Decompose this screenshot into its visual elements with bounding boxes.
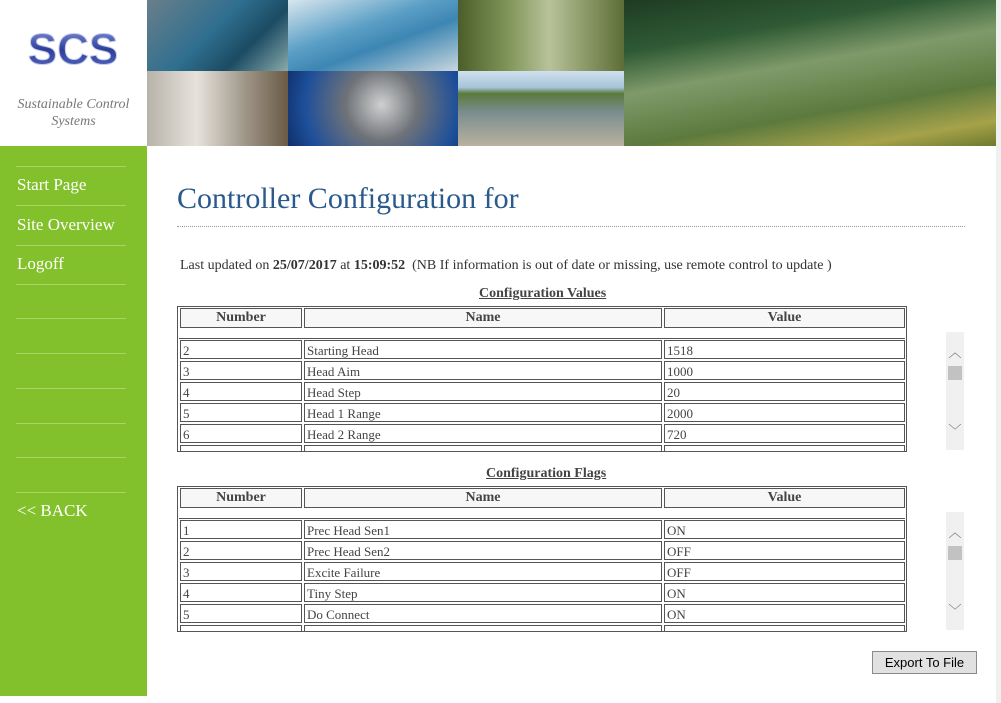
row-value: 2000 <box>664 403 905 422</box>
banner-photo-fish-pass <box>458 0 624 71</box>
row-name: Head Aim <box>304 361 662 380</box>
scroll-thumb[interactable] <box>948 546 962 560</box>
row-value <box>664 625 905 631</box>
row-value: OFF <box>664 562 905 581</box>
nav-divider <box>16 492 126 493</box>
export-to-file-button[interactable]: Export To File <box>872 651 977 674</box>
column-header-name: Name <box>304 488 662 508</box>
row-value: ON <box>664 583 905 602</box>
table-spacer-row <box>179 333 905 339</box>
config-flags-scrollbar[interactable] <box>946 512 964 630</box>
column-header-value: Value <box>664 488 905 508</box>
banner-photo-control-panel <box>147 71 288 146</box>
row-number <box>180 445 302 451</box>
column-header-name: Name <box>304 308 662 328</box>
title-divider <box>177 226 965 227</box>
last-updated-at: at <box>340 258 351 273</box>
nav-divider <box>16 353 126 354</box>
last-updated-line <box>180 258 832 274</box>
column-header-number: Number <box>180 308 302 328</box>
row-name: Prec Head Sen1 <box>304 520 662 539</box>
scroll-down-icon[interactable]: ﹀ <box>948 604 962 619</box>
scs-logo <box>18 24 128 70</box>
scroll-up-icon[interactable]: ︿ <box>948 346 962 361</box>
row-value: 1000 <box>664 361 905 380</box>
row-value: ON <box>664 520 905 539</box>
row-name <box>304 445 662 451</box>
banner-photo-gates <box>288 0 458 71</box>
row-number: 2 <box>180 340 302 359</box>
row-name: Do Connect <box>304 604 662 623</box>
row-number: 4 <box>180 583 302 602</box>
last-updated-time: 15:09:52 <box>353 258 406 273</box>
last-updated-date: 25/07/2017 <box>272 258 337 273</box>
config-values-scrollbar[interactable] <box>946 332 964 450</box>
scroll-up-icon[interactable]: ︿ <box>948 526 962 541</box>
config-flags-caption: Configuration Flags <box>486 466 607 481</box>
row-value: 20 <box>664 382 905 401</box>
row-value: 720 <box>664 424 905 443</box>
config-values-table <box>177 306 907 452</box>
banner-photo-weir <box>458 71 624 146</box>
row-value: OFF <box>664 541 905 560</box>
row-name: Excite Failure <box>304 562 662 581</box>
row-number <box>180 625 302 631</box>
nav-divider <box>16 318 126 319</box>
row-value <box>664 445 905 451</box>
row-name: Head 2 Range <box>304 424 662 443</box>
row-name <box>304 625 662 631</box>
row-number: 1 <box>180 520 302 539</box>
logo-lettering: SCS <box>27 25 119 70</box>
nav-start-page[interactable]: Start Page <box>17 175 87 194</box>
row-number: 3 <box>180 562 302 581</box>
row-number: 5 <box>180 604 302 623</box>
nav-site-overview[interactable]: Site Overview <box>17 215 115 234</box>
row-name: Head 1 Range <box>304 403 662 422</box>
row-number: 4 <box>180 382 302 401</box>
row-name: Prec Head Sen2 <box>304 541 662 560</box>
scroll-down-icon[interactable]: ﹀ <box>948 424 962 439</box>
page-title: Controller Configuration for <box>177 182 519 215</box>
nav-logoff[interactable]: Logoff <box>17 254 64 273</box>
row-number: 3 <box>180 361 302 380</box>
nav-divider <box>16 166 126 167</box>
nav-divider <box>16 205 126 206</box>
row-number: 6 <box>180 424 302 443</box>
config-flags-scroll-area[interactable] <box>179 513 905 631</box>
row-value: ON <box>664 604 905 623</box>
column-header-number: Number <box>180 488 302 508</box>
config-values-caption: Configuration Values <box>479 286 607 301</box>
row-name: Head Step <box>304 382 662 401</box>
row-number: 2 <box>180 541 302 560</box>
row-number: 5 <box>180 403 302 422</box>
scroll-thumb[interactable] <box>948 366 962 380</box>
nav-divider <box>16 284 126 285</box>
config-values-scroll-area[interactable] <box>179 333 905 451</box>
column-header-value: Value <box>664 308 905 328</box>
nav-divider <box>16 457 126 458</box>
logo-block <box>0 0 147 146</box>
table-spacer-row <box>179 513 905 519</box>
config-flags-table <box>177 486 907 632</box>
last-updated-prefix: Last updated on <box>180 258 270 273</box>
logo-tagline: Sustainable Control Systems <box>17 97 130 129</box>
sidebar <box>0 146 147 696</box>
row-value: 1518 <box>664 340 905 359</box>
nav-divider <box>16 245 126 246</box>
row-name: Tiny Step <box>304 583 662 602</box>
banner-photo-turbine <box>288 71 458 146</box>
nav-divider <box>16 423 126 424</box>
update-note: (NB If information is out of date or missing, use remote control to update ) <box>412 258 832 273</box>
header-banner-image <box>147 0 996 146</box>
banner-photo-forest <box>624 0 996 146</box>
banner-photo-motor <box>147 0 288 71</box>
page-scrollbar[interactable] <box>996 0 1001 703</box>
back-link[interactable]: << BACK <box>17 501 88 520</box>
row-name: Starting Head <box>304 340 662 359</box>
nav-divider <box>16 388 126 389</box>
